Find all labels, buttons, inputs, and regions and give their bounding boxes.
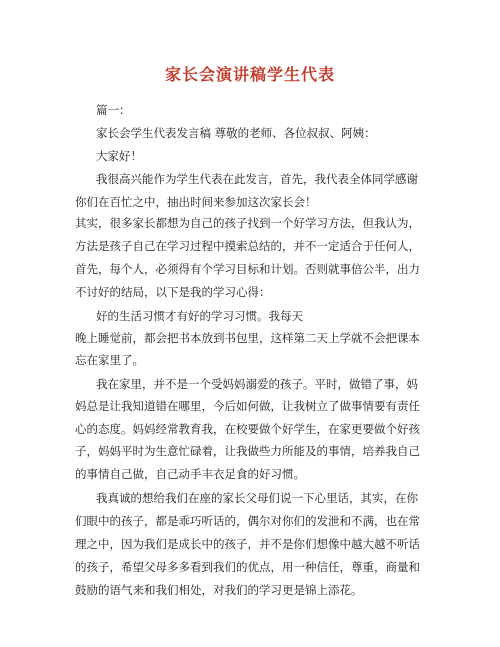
paragraph-line: 家长会学生代表发言稿 尊敬的老师、各位叔叔、阿姨： xyxy=(96,126,376,140)
paragraph-line: 我真诚的想给我们在座的家长父母们说一下心里话，其实，在你 xyxy=(96,491,418,505)
paragraph-line: 心的态度。妈妈经常教育我，在校要做个好学生，在家更要做个好孩 xyxy=(75,422,420,436)
paragraph-line: 大家好！ xyxy=(96,149,142,163)
paragraph-line: 妈总是让我知道错在哪里，今后如何做，让我树立了做事情要有责任 xyxy=(75,399,420,413)
paragraph-line: 好的生活习惯才有好的学习习惯。我每天 xyxy=(96,309,303,323)
paragraph-line: 的事情自己做，自己动手丰衣足食的好习惯。 xyxy=(75,467,305,481)
paragraph-line: 其实，很多家长都想为自己的孩子找到一个好学习方法，但我认为， xyxy=(75,216,420,230)
paragraph-line: 方法是孩子自己在学习过程中摸索总结的，并不一定适合于任何人， xyxy=(75,239,420,253)
paragraph-line: 忘在家里了。 xyxy=(75,353,144,367)
paragraph-line: 理之中，因为我们是成长中的孩子，并不是你们想像中越大越不听话 xyxy=(75,537,420,551)
paragraph-line: 的孩子，希望父母多多看到我们的优点，用一种信任，尊重，商量和 xyxy=(75,560,420,574)
paragraph-line: 我在家里，并不是一个受妈妈溺爱的孩子。平时，做错了事，妈 xyxy=(96,377,418,391)
paragraph-line: 鼓励的语气来和我们相处，对我们的学习更是锦上添花。 xyxy=(75,583,363,597)
paragraph-line: 首先，每个人，必须得有个学习目标和计划。否则就事倍公半，出力 xyxy=(75,262,420,276)
paragraph-line: 子，妈妈平时为生意忙碌着，让我做些力所能及的事情，培养我自己 xyxy=(75,444,420,458)
paragraph-line: 你们在百忙之中，抽出时间来参加这次家长会！ xyxy=(75,195,317,209)
document-title: 家长会演讲稿学生代表 xyxy=(164,65,335,84)
paragraph-line: 们眼中的孩子，都是乖巧听话的，偶尔对你们的发泄和不满，也在常 xyxy=(75,514,420,528)
paragraph-line: 晚上睡觉前，都会把书本放到书包里，这样第二天上学就不会把课本 xyxy=(75,331,420,345)
paragraph-line: 不讨好的结局，以下是我的学习心得： xyxy=(75,285,271,299)
paragraph-line: 我很高兴能作为学生代表在此发言，首先，我代表全体同学感谢 xyxy=(96,172,418,186)
paragraph-line: 篇一： xyxy=(96,103,131,117)
